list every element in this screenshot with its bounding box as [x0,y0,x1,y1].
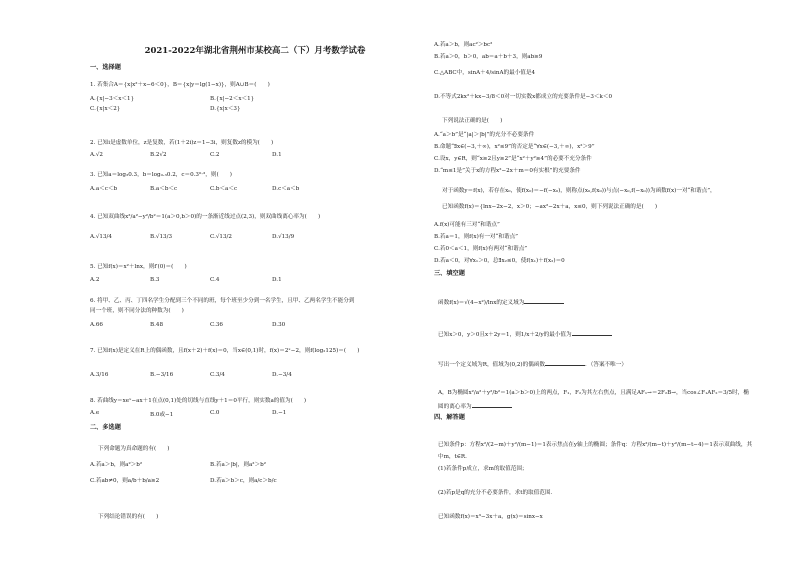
option: D.√13/9 [272,234,295,240]
option: C.若0＜a＜1，则f(x)有两对“和谐点” [434,246,528,252]
option: B.若a＞|b|，则a²＞b² [210,462,266,468]
option: C.设x，y∈R，则“x≥2且y≥2”是“x²＋y²≥4”的必要不充分条件 [434,156,592,162]
option: D.1 [272,152,282,158]
option: A.{x|−3＜x＜1} [90,96,135,102]
question-text: 函数f(x)＝√(4−x²)/lnx的定义域为 [438,300,525,306]
option: C.36 [210,322,223,328]
option: A.2 [90,277,100,283]
option: A.√13/4 [90,234,112,240]
page-title: 2021-2022年湖北省荆州市某校高二（下）月考数学试卷 [144,46,366,56]
option: D.c＜a＜b [272,186,300,192]
option: B.{x|−2＜x＜1} [210,96,255,102]
question-1: 1. 若集合A＝{x|x²＋x−6＜0}，B＝{x|y＝lg(1−x)}，则A∪B＝( ) [90,82,270,88]
option: D.{x|x＜3} [210,106,241,112]
option: C.4 [210,277,220,283]
section-heading: 四、解答题 [434,414,465,421]
question-text: ．（答案不唯一） [584,362,627,368]
option: A.f(x)可能有三对“和谐点” [434,222,500,228]
section-heading: 二、多选题 [90,424,121,431]
option: B.若a＝1，则f(x)有一对“和谐点” [434,234,519,240]
option: C.3/4 [210,372,225,378]
question-text: 已知x＞0，y＞0且x＋2y＝1，则1/x＋2/y的最小值为 [438,332,572,338]
question-11: 下列说法正确的是( ) [442,118,503,124]
option: C.{x|x＜2} [90,106,121,112]
question-4: 4. 已知双曲线x²/a²−y²/b²＝1(a＞0,b＞0)的一条渐近线过点(2,3)，则双曲线离心率为( ) [90,214,321,220]
option: D.“m≤1是”关于x的方程x²−2x＋m＝0有实根”的充要条件 [434,168,581,174]
option: A.若a＞b，则a²＞b² [90,462,143,468]
answer-blank [524,298,564,304]
question-text: 圆的离心率为 [438,404,472,410]
question-7: 7. 已知f(x)是定义在R上的偶函数，且f(x＋2)＋f(x)＝0，当x∈(0,1)时，f(x)＝2ˣ−2，则f(log₂125)＝( ) [90,348,360,354]
question-18: 已知函数f(x)＝x³−3x＋a，g(x)＝sinx−x [438,514,543,520]
option: B.48 [150,322,164,328]
answer-blank [545,360,585,366]
option: C.△ABC中，sinA＋4/sinA的最小值是4 [434,70,536,76]
option: C.b＜a＜c [210,186,238,192]
question-5: 5. 已知f(x)＝x²＋lnx，则f′(0)＝( ) [90,264,187,270]
question-17-part-1: (1)若条件p成立，求m的取值范围； [438,466,528,472]
option: B.2√2 [150,152,167,158]
question-6: 6. 将甲、乙、丙、丁四名学生分配到三个不同的班，每个班至少分到一名学生，且甲、乙两名学生不能分到 [90,298,355,304]
option: A.66 [90,322,103,328]
section-heading: 一、选择题 [90,64,121,71]
question-15 [438,360,627,369]
option: C.2 [210,152,220,158]
question-14 [438,330,612,339]
question-17-cont: 中m，t∈R. [438,454,467,460]
question-12-cont: 已知函数f(x)＝{lnx−2x−2，x＞0；−ax²−2x＋a，x≤0，则下列说法正确的是( ) [442,204,658,210]
question-17: 已知条件p：方程x²/(2−m)＋y²/(m−1)＝1表示焦点在y轴上的椭圆；条件q：方程x²/(m−t)＋y²/(m−t−4)＝1表示双曲线，其 [438,442,753,448]
option: D.不等式2kx²＋kx−3/8＜0对一切实数x都成立的充要条件是−3＜k＜0 [434,94,613,100]
question-12: 对于函数y＝f(x)，若存在x₀，使f(x₀)＝−f(−x₀)，则称点(x₀,f(x₀))与点(−x₀,f(−x₀))为函数f(x)一对“和谐点”， [442,188,716,194]
question-3: 3. 已知a＝log₃0.3，b＝log₀.₃0.2，c＝0.3⁰·³，则( ) [90,172,232,178]
question-6-cont: 同一个班，则不同分法的种数为( ) [90,308,184,314]
option: D.若a＞b＞c，则a/c＞b/c [210,478,277,484]
option: D.若a＜0，对∀x₁＞0，总∃x₂≤0，使f(x₁)＋f(x₂)＝0 [434,258,565,264]
option: B.3 [150,277,160,283]
section-heading: 三、填空题 [434,270,465,277]
option: D.−1 [272,410,287,416]
option: C.0 [210,410,220,416]
option: B.√13/3 [150,234,173,240]
option: D.1 [272,277,282,283]
option: A.“a＞b”是“|a|＞|b|”的充分不必要条件 [434,132,535,138]
option: A.若a＞b，则ac²＞bc² [434,42,493,48]
question-9: 下列命题为真命题的有( ) [98,446,170,452]
question-10: 下列结论错误的有( ) [98,514,159,520]
option: A.3/16 [90,372,109,378]
question-16-cont [438,402,512,411]
question-17-part-2: (2)若p是q的充分不必要条件，求t的取值范围. [438,490,553,496]
question-13 [438,298,564,307]
question-16: A，B为椭圆x²/a²＋y²/b²＝1(a＞b＞0)上的两点，F₁，F₂为其左右焦点，且满足AF₁→＝2F₂B→，当cos∠F₁AF₂＝3/5时，椭 [438,390,749,396]
answer-blank [572,330,612,336]
option: A.√2 [90,152,103,158]
option: A.a＜c＜b [90,186,118,192]
question-2: 2. 已知i是虚数单位，z是复数，若(1＋2i)z＝1−3i，则复数z的模为( ) [90,140,274,146]
option: B.−3/16 [150,372,174,378]
option: D.30 [272,322,286,328]
question-8: 8. 若曲线y＝xeˣ−ax＋1在点(0,1)处的切线与直线y＋1＝0平行，则实数a的值为( ) [90,398,307,404]
answer-blank [472,402,512,408]
option: B.0或−1 [150,412,174,418]
question-text: 写出一个定义域为R，值域为(0,2)的偶函数 [438,362,545,368]
option: C.若ab≠0，则a/b＋b/a≥2 [90,478,160,484]
option: B.a＜b＜c [150,186,178,192]
option: C.√13/2 [210,234,232,240]
option: D.−3/4 [272,372,292,378]
option: B.命题“∃x∈(−3,＋∞)，x²≤9”的否定是“∀x∈(−3,＋∞)，x²＞9” [434,144,595,150]
option: A.e [90,410,100,416]
option: B.若a＞0，b＞0，ab＝a＋b＋3，则ab≥9 [434,54,543,60]
